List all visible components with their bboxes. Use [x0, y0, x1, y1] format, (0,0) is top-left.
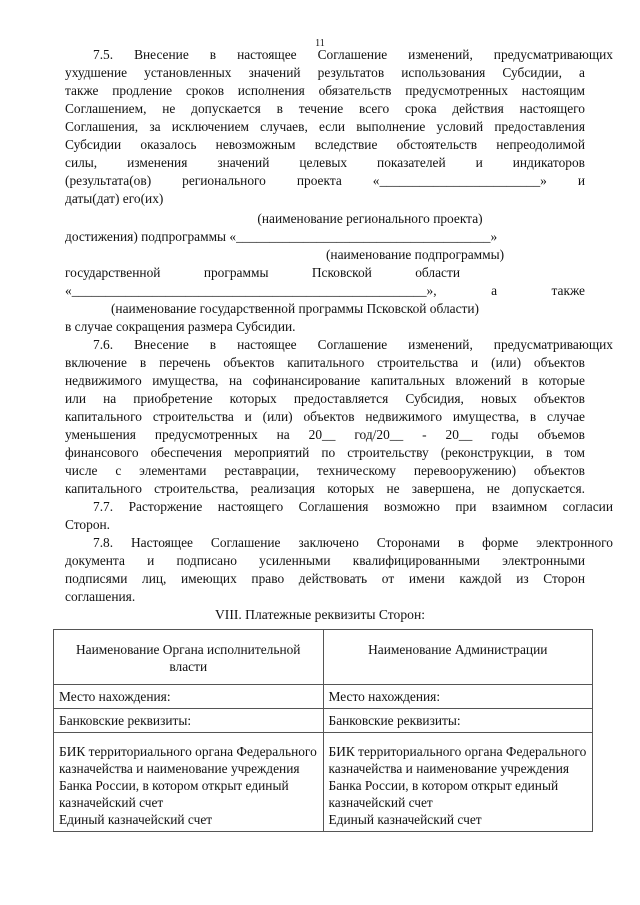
paragraph-line: 7.5. Внесение в настоящее Соглашение изменений, предусматривающих: [93, 47, 613, 62]
paragraph-line: 7.7. Расторжение настоящего Соглашения возможно при взаимном согласии: [93, 499, 613, 514]
paragraph-line: в случае сокращения размера Субсидии.: [65, 319, 296, 334]
paragraph-line: (результата(ов) регионального проекта «________________________» и: [65, 173, 585, 188]
bik-cell-left: [54, 733, 324, 832]
payment-details-table: [53, 629, 593, 832]
paragraph-line: финансового обеспечения мероприятий по строительству (реконструкции, в том: [65, 445, 585, 460]
paragraph-line: капитального строительства, реализация которых не завершена, не допускается.: [65, 481, 585, 496]
table-row: [54, 630, 593, 685]
paragraph-line: даты(дат) его(их): [65, 191, 164, 206]
paragraph-line: 7.6. Внесение в настоящее Соглашение изменений, предусматривающих: [93, 337, 613, 352]
paragraph-line: государственной программы Псковской области: [65, 265, 460, 280]
table-header-left: Наименование Органа исполнительной власти: [54, 630, 324, 685]
bik-text: БИК территориального органа Федерального казначейства и наименование учреждения Банка России, в котором открыт единый казначейский счет: [59, 744, 317, 810]
paragraph-line: «_____________________________________________________», а также: [65, 283, 585, 298]
paragraph-line: недвижимого имущества, на софинансирование капитальных вложений в которые: [65, 373, 585, 388]
paragraph-line: Соглашением, не допускается в течение всего срока действия настоящего: [65, 101, 585, 116]
paragraph-line: достижения) подпрограммы «______________________________________»: [65, 229, 498, 244]
location-cell-right: Место нахождения:: [323, 685, 593, 709]
paragraph-line: уменьшения предусмотренных на 20__ год/20__ - 20__ годы объемов: [65, 427, 585, 442]
paragraph-line: документа и подписано усиленными квалифицированными электронными: [65, 553, 585, 568]
paragraph-line: также продление сроков исполнения обязательств предусмотренных настоящим: [65, 83, 585, 98]
paragraph-line: Соглашения, за исключением случаев, если выполнение условий предоставления: [65, 119, 585, 134]
location-cell-left: Место нахождения:: [54, 685, 324, 709]
table-row: [54, 733, 593, 832]
paragraph-line: капитального строительства и (или) объектов недвижимого имущества, в случае: [65, 409, 585, 424]
table-header-right: Наименование Администрации: [323, 630, 593, 685]
bik-cell-right: [323, 733, 593, 832]
paragraph-line: 7.8. Настоящее Соглашение заключено Сторонами в форме электронного: [93, 535, 613, 550]
paragraph-line: подписями лиц, имеющих право действовать от имени каждой из Сторон: [65, 571, 585, 586]
account-text: Единый казначейский счет: [328, 812, 482, 827]
table-row: [54, 709, 593, 733]
table-row: [54, 685, 593, 709]
page-number: 11: [315, 38, 325, 49]
bik-text: БИК территориального органа Федерального казначейства и наименование учреждения Банка России, в котором открыт единый казначейский счет: [328, 744, 587, 810]
paragraph-line: включение в перечень объектов капитального строительства и (или) объектов: [65, 355, 585, 370]
field-caption: (наименование государственной программы Псковской области): [110, 301, 480, 316]
bank-details-cell-left: Банковские реквизиты:: [54, 709, 324, 733]
paragraph-line: числе с элементами реставрации, техническому перевооружению) объектов: [65, 463, 585, 478]
bank-details-cell-right: Банковские реквизиты:: [323, 709, 593, 733]
account-text: Единый казначейский счет: [59, 812, 213, 827]
field-caption: (наименование подпрограммы): [325, 247, 505, 262]
paragraph-line: силы, изменения значений целевых показателей и индикаторов: [65, 155, 585, 170]
field-caption: (наименование регионального проекта): [257, 211, 483, 226]
section-heading: VIII. Платежные реквизиты Сторон:: [214, 607, 426, 622]
paragraph-line: ухудшение установленных значений результатов использования Субсидии, а: [65, 65, 585, 80]
paragraph-line: Сторон.: [65, 517, 111, 532]
paragraph-line: или на приобретение которых предоставляется Субсидия, новых объектов: [65, 391, 585, 406]
paragraph-line: Субсидии оказалось невозможным вследствие обстоятельств непреодолимой: [65, 137, 585, 152]
paragraph-line: соглашения.: [65, 589, 136, 604]
